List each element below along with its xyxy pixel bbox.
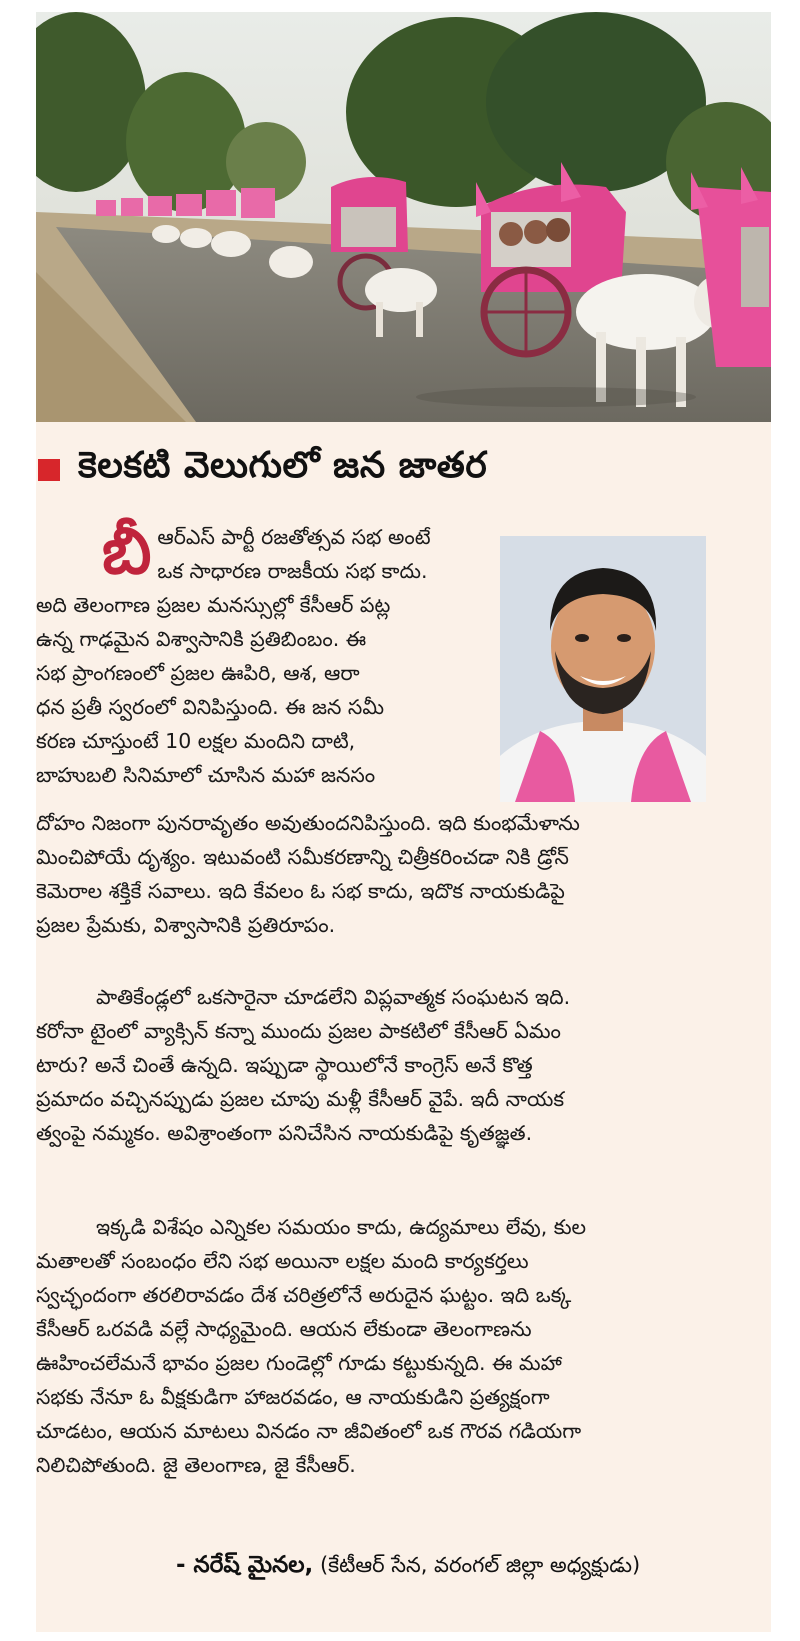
author-portrait — [500, 536, 706, 802]
text-line: కెమెరాల శక్తికే సవాలు. ఇది కేవలం ఓ సభ కాదు, ఇదొక నాయకుడిపై — [36, 879, 565, 903]
text-line: ప్రమాదం వచ్చినప్పుడు ప్రజల చూపు మళ్లీ కేసీఆర్ వైపే. ఇదీ నాయక — [36, 1087, 565, 1111]
bullock-cart-procession-photo — [36, 12, 771, 422]
text-line: త్వంపై నమ్మకం. అవిశ్రాంతంగా పనిచేసిన నాయకుడిపై కృతజ్ఞత. — [36, 1121, 533, 1145]
text-line: ప్రజల ప్రేమకు, విశ్వాసానికి ప్రతిరూపం. — [36, 913, 336, 937]
paragraph-2 — [36, 980, 726, 1150]
text-line: టారు? అనే చింతే ఉన్నది. ఇప్పుడా స్థాయిలోనే కాంగ్రెస్ అనే కొత్త — [36, 1053, 533, 1077]
text-line: సభకు నేనూ ఓ వీక్షకుడిగా హాజరవడం, ఆ నాయకుడిని ప్రత్యక్షంగా — [36, 1385, 550, 1409]
author-name: - నరేష్ మైనల, — [176, 1552, 314, 1578]
text-line: ధన ప్రతీ స్వరంలో వినిపిస్తుంది. ఈ జన సమీ — [36, 695, 385, 719]
paragraph-1-continued — [36, 806, 726, 942]
paragraph-3 — [36, 1210, 726, 1482]
text-line: కరణ చూస్తుంటే 10 లక్షల మందిని దాటి, — [36, 729, 356, 753]
text-line: సభ ప్రాంగణంలో ప్రజల ఊపిరి, ఆశ, ఆరా — [36, 661, 360, 685]
text-line: మతాలతో సంబంధం లేని సభ అయినా లక్షల మంది కార్యకర్తలు — [36, 1249, 529, 1273]
text-line: ఆర్ఎస్ పార్టీ రజతోత్సవ సభ అంటే — [157, 525, 431, 549]
headline-bar — [36, 440, 771, 500]
text-line: కరోనా టైంలో వ్యాక్సిన్ కన్నా ముందు ప్రజల పాకటిలో కేసీఆర్ ఏమం — [36, 1019, 561, 1043]
newspaper-clipping — [36, 12, 771, 1632]
headline-bullet — [38, 459, 60, 481]
paragraph-1-wrapped — [36, 514, 504, 792]
headline: కెలకటి వెలుగులో జన జాతర — [78, 445, 488, 486]
text-line: మించిపోయే దృశ్యం. ఇటువంటి సమీకరణాన్ని చిత్రీకరించడా నికి డ్రోన్ — [36, 845, 569, 869]
byline — [176, 1552, 771, 1584]
text-line: దోహం నిజంగా పునరావృతం అవుతుందనిపిస్తుంది. ఇది కుంభమేళాను — [36, 811, 580, 835]
text-line: అది తెలంగాణ ప్రజల మనస్సుల్లో కేసీఆర్ పట్ల — [36, 593, 391, 617]
text-line: స్వచ్ఛందంగా తరలిరావడం దేశ చరిత్రలోనే అరుదైన ఘట్టం. ఇది ఒక్క — [36, 1283, 572, 1307]
text-line: పాతికేండ్లలో ఒకసారైనా చూడలేని విప్లవాత్మక సంఘటన ఇది. — [96, 985, 571, 1009]
text-line: నిలిచిపోతుంది. జై తెలంగాణ, జై కేసీఆర్. — [36, 1453, 356, 1477]
text-line: ఉన్న గాఢమైన విశ్వాసానికి ప్రతిబింబం. ఈ — [36, 627, 367, 651]
text-line: ఒక సాధారణ రాజకీయ సభ కాదు. — [157, 559, 428, 583]
dropcap: బీ — [102, 514, 152, 589]
text-line: బాహుబలి సినిమాలో చూసిన మహా జనసం — [36, 763, 376, 787]
text-line: ఊహించలేమనే భావం ప్రజల గుండెల్లో గూడు కట్టుకున్నది. ఈ మహా — [36, 1351, 562, 1375]
text-line: ఇక్కడి విశేషం ఎన్నికల సమయం కాదు, ఉద్యమాలు లేవు, కుల — [96, 1215, 587, 1239]
text-line: చూడటం, ఆయన మాటలు వినడం నా జీవితంలో ఒక గౌరవ గడియగా — [36, 1419, 582, 1443]
author-role: (కేటీఆర్ సేన, వరంగల్ జిల్లా అధ్యక్షుడు) — [319, 1553, 641, 1577]
text-line: కేసీఆర్ ఒరవడి వల్లే సాధ్యమైంది. ఆయన లేకుండా తెలంగాణను — [36, 1317, 532, 1341]
